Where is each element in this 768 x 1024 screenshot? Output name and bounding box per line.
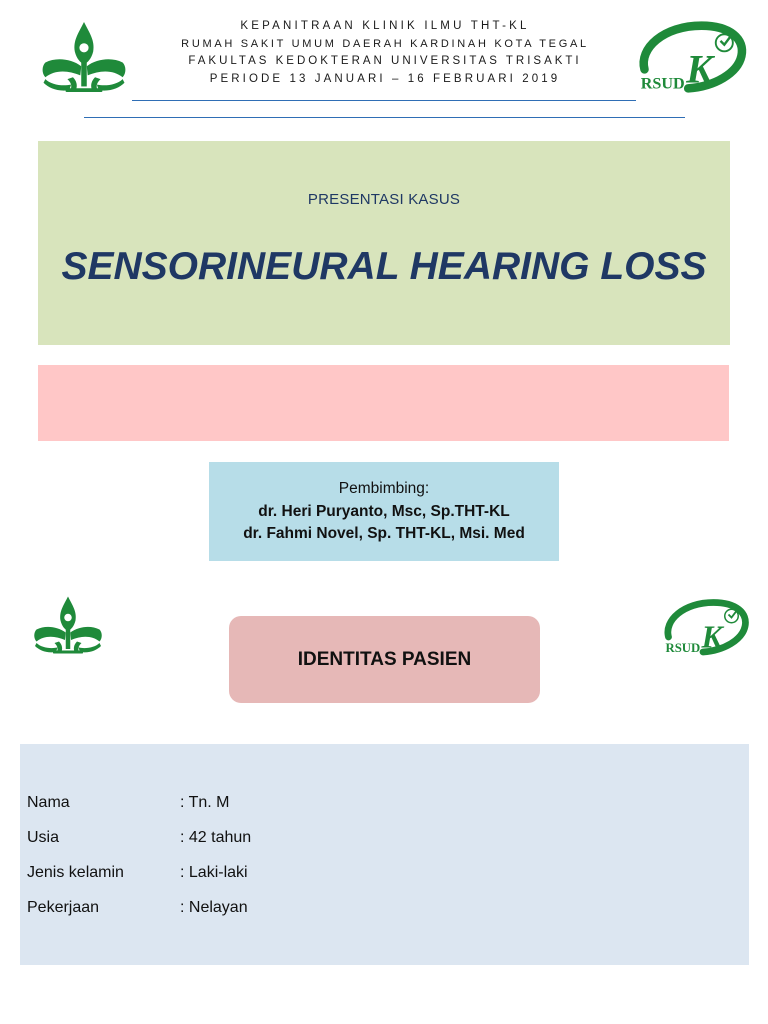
patient-field-label: Jenis kelamin (27, 864, 124, 881)
presentation-subtitle: PRESENTASI KASUS (307, 191, 461, 208)
trisakti-logo-icon (30, 595, 106, 655)
supervisor-label: Pembimbing: (338, 480, 430, 497)
header-line-4: PERIODE 13 JANUARI – 16 FEBRUARI 2019 (209, 73, 561, 85)
patient-row-age (20, 829, 749, 853)
section-heading-patient-identity: IDENTITAS PASIEN (229, 616, 540, 703)
patient-field-value: : Tn. M (180, 794, 230, 811)
patient-field-label: Nama (27, 794, 70, 811)
patient-field-label: Pekerjaan (27, 899, 100, 916)
rsud-kardinah-logo-icon (660, 598, 752, 658)
header-divider (132, 100, 636, 101)
patient-field-value: : Laki-laki (180, 864, 248, 881)
header-line-2: RUMAH SAKIT UMUM DAERAH KARDINAH KOTA TEGAL (181, 38, 589, 50)
presentation-title: SENSORINEURAL HEARING LOSS (61, 245, 707, 288)
patient-row-sex (20, 864, 749, 888)
trisakti-logo-icon (38, 20, 130, 94)
patient-row-name (20, 794, 749, 818)
header-divider-lower (84, 117, 685, 118)
supervisor-box (209, 462, 559, 561)
patient-field-label: Usia (27, 829, 60, 846)
patient-field-value: : Nelayan (180, 899, 248, 916)
title-block (38, 141, 730, 345)
decorative-band (38, 365, 729, 441)
supervisor-name-2: dr. Fahmi Novel, Sp. THT-KL, Msi. Med (243, 525, 525, 542)
supervisor-name-1: dr. Heri Puryanto, Msc, Sp.THT-KL (258, 503, 510, 520)
header-line-3: FAKULTAS KEDOKTERAN UNIVERSITAS TRISAKTI (188, 55, 582, 67)
rsud-kardinah-logo-icon (634, 20, 750, 96)
patient-row-occupation (20, 899, 749, 923)
patient-identity-panel (20, 744, 749, 965)
header-line-1: KEPANITRAAN KLINIK ILMU THT-KL (240, 20, 530, 32)
patient-field-value: : 42 tahun (180, 829, 252, 846)
